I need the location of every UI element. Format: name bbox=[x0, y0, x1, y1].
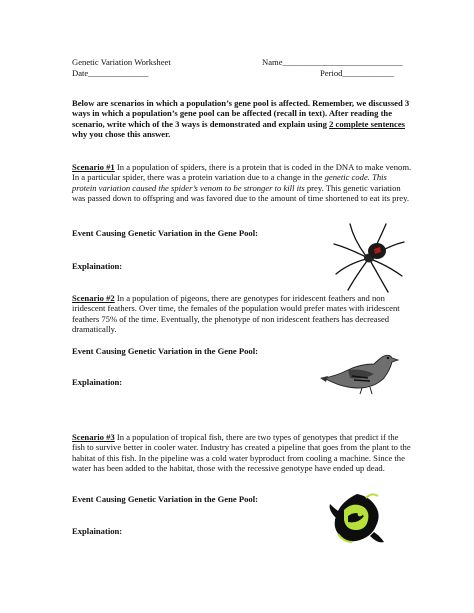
scenario-1-text-italic: genetic code. This protein variation caused the spider’s venom to be stronger to kill its bbox=[72, 172, 387, 193]
instructions-text-2: why you chose this answer. bbox=[72, 129, 171, 140]
instructions-text-1: Below are scenarios in which a population’s gene pool is affected. Remember, we discussed 3 ways in which a population’s gene pool can be affected (recall in text). After reading the scenario, write which of the 3 ways is demonstrated and explain using bbox=[72, 98, 410, 129]
period-field[interactable]: Period____________ bbox=[320, 68, 394, 78]
scenario-1-explanation-label: Explaination: bbox=[72, 261, 123, 271]
scenario-2-paragraph bbox=[72, 293, 412, 335]
scenario-2-heading: Scenario #2 bbox=[72, 293, 115, 303]
pigeon-icon bbox=[318, 348, 404, 396]
instructions-emphasis: 2 complete sentences bbox=[329, 118, 405, 129]
fish-eye bbox=[358, 512, 363, 517]
scenario-1-event-label: Event Causing Genetic Variation in the Gene Pool: bbox=[72, 228, 258, 238]
scenario-2-text: In a population of pigeons, there are genotypes for iridescent feathers and non iridescent feathers. Over time, the females of the population would prefer mates with iridescent feathers 75% of the time. Eventually, the phenotype of non iridescent feathers has decreased dramatically. bbox=[72, 293, 400, 335]
scenario-1-paragraph bbox=[72, 162, 412, 204]
scenario-3-event-label: Event Causing Genetic Variation in the Gene Pool: bbox=[72, 494, 258, 504]
scenario-1-text-b: prey. This genetic variation was passed down to offspring and was favored due to the amount of time shortened to eat its prey. bbox=[72, 182, 409, 204]
worksheet-title: Genetic Variation Worksheet bbox=[72, 57, 171, 67]
date-field[interactable]: Date______________ bbox=[72, 68, 149, 78]
scenario-3-paragraph bbox=[72, 432, 412, 474]
scenario-3-explanation-label: Explaination: bbox=[72, 526, 123, 536]
scenario-2-event-label: Event Causing Genetic Variation in the Gene Pool: bbox=[72, 346, 258, 356]
scenario-3-text: In a population of tropical fish, there are two types of genotypes that predict if the fish to survive better in cooler water. Industry has created a pipeline that goes from the plant to the habitat of this fish. In the pipeline was a cold water byproduct from cooling a machine. Since the water has been added to the habitat, those with the recessive genotype have ended up dead. bbox=[72, 432, 411, 474]
tropical-fish-icon bbox=[326, 488, 388, 550]
scenario-1-heading: Scenario #1 bbox=[72, 162, 115, 172]
name-field[interactable]: Name____________________________ bbox=[262, 57, 403, 67]
pigeon-eye bbox=[387, 357, 389, 359]
scenario-2-explanation-label: Explaination: bbox=[72, 377, 123, 387]
pigeon-feet bbox=[360, 387, 372, 394]
scenario-1-text-a: In a population of spiders, there is a protein that is coded in the DNA to make venom. In a particular spider, there was a protein variation due to a change in the bbox=[72, 162, 412, 183]
scenario-3-heading: Scenario #3 bbox=[72, 432, 115, 442]
spider-icon bbox=[326, 218, 412, 294]
pigeon-tail bbox=[320, 376, 328, 382]
instructions bbox=[72, 98, 412, 140]
